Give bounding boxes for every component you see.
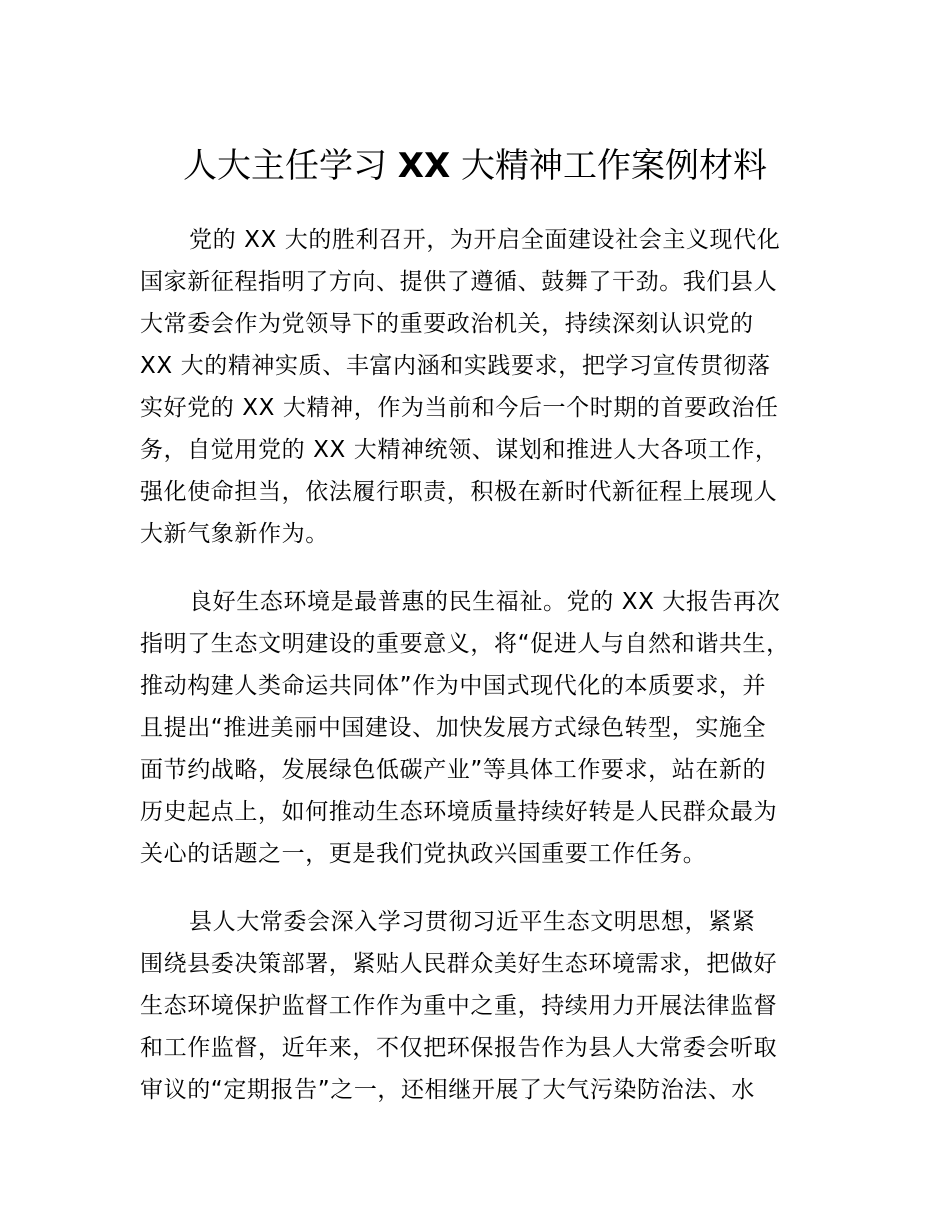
paragraph-2 (140, 581, 814, 875)
title-bold-xx: XX (397, 146, 451, 186)
paragraph-line: 实好党的 XX 大精神，作为当前和今后一个时期的首要政治任 (140, 395, 779, 421)
paragraph-line: 国家新征程指明了方向、提供了遵循、鼓舞了干劲。我们县人 (140, 269, 778, 295)
paragraph-line: 大常委会作为党领导下的重要政治机关，持续深刻认识党的 (140, 311, 754, 337)
paragraph-line: 关心的话题之一，更是我们党执政兴国重要工作任务。 (140, 841, 707, 867)
paragraph-3 (140, 901, 814, 1111)
paragraph-line: 大新气象新作为。 (140, 521, 329, 547)
paragraph-line: 县人大常委会深入学习贯彻习近平生态文明思想，紧紧 (189, 909, 756, 935)
paragraph-line: 强化使命担当，依法履行职责，积极在新时代新征程上展现人 (140, 479, 778, 505)
paragraph-1 (140, 219, 814, 555)
title-prefix: 人大主任学习 (182, 146, 398, 186)
paragraph-line: 推动构建人类命运共同体”作为中国式现代化的本质要求，并 (140, 673, 767, 699)
paragraph-line: 审议的“定期报告”之一，还相继开展了大气污染防治法、水 (140, 1077, 756, 1103)
paragraph-line: 面节约战略，发展绿色低碳产业”等具体工作要求，站在新的 (140, 757, 767, 783)
paragraph-line: 围绕县委决策部署，紧贴人民群众美好生态环境需求，把做好 (140, 951, 778, 977)
paragraph-line: 指明了生态文明建设的重要意义，将“促进人与自然和谐共生， (140, 631, 790, 657)
paragraph-line: 务，自觉用党的 XX 大精神统领、谋划和推进人大各项工作， (140, 437, 779, 463)
paragraph-line: 历史起点上，如何推动生态环境质量持续好转是人民群众最为 (140, 799, 778, 825)
paragraph-line: XX 大的精神实质、丰富内涵和实践要求，把学习宣传贯彻落 (140, 353, 771, 379)
document-title (140, 140, 810, 192)
paragraph-line: 且提出“推进美丽中国建设、加快发展方式绿色转型，实施全 (140, 715, 767, 741)
paragraph-line: 党的 XX 大的胜利召开，为开启全面建设社会主义现代化 (189, 227, 781, 253)
paragraph-line: 生态环境保护监督工作作为重中之重，持续用力开展法律监督 (140, 993, 778, 1019)
title-suffix: 大精神工作案例材料 (450, 146, 768, 186)
paragraph-line: 和工作监督，近年来，不仅把环保报告作为县人大常委会听取 (140, 1035, 778, 1061)
paragraph-line: 良好生态环境是最普惠的民生福祉。党的 XX 大报告再次 (189, 589, 781, 615)
